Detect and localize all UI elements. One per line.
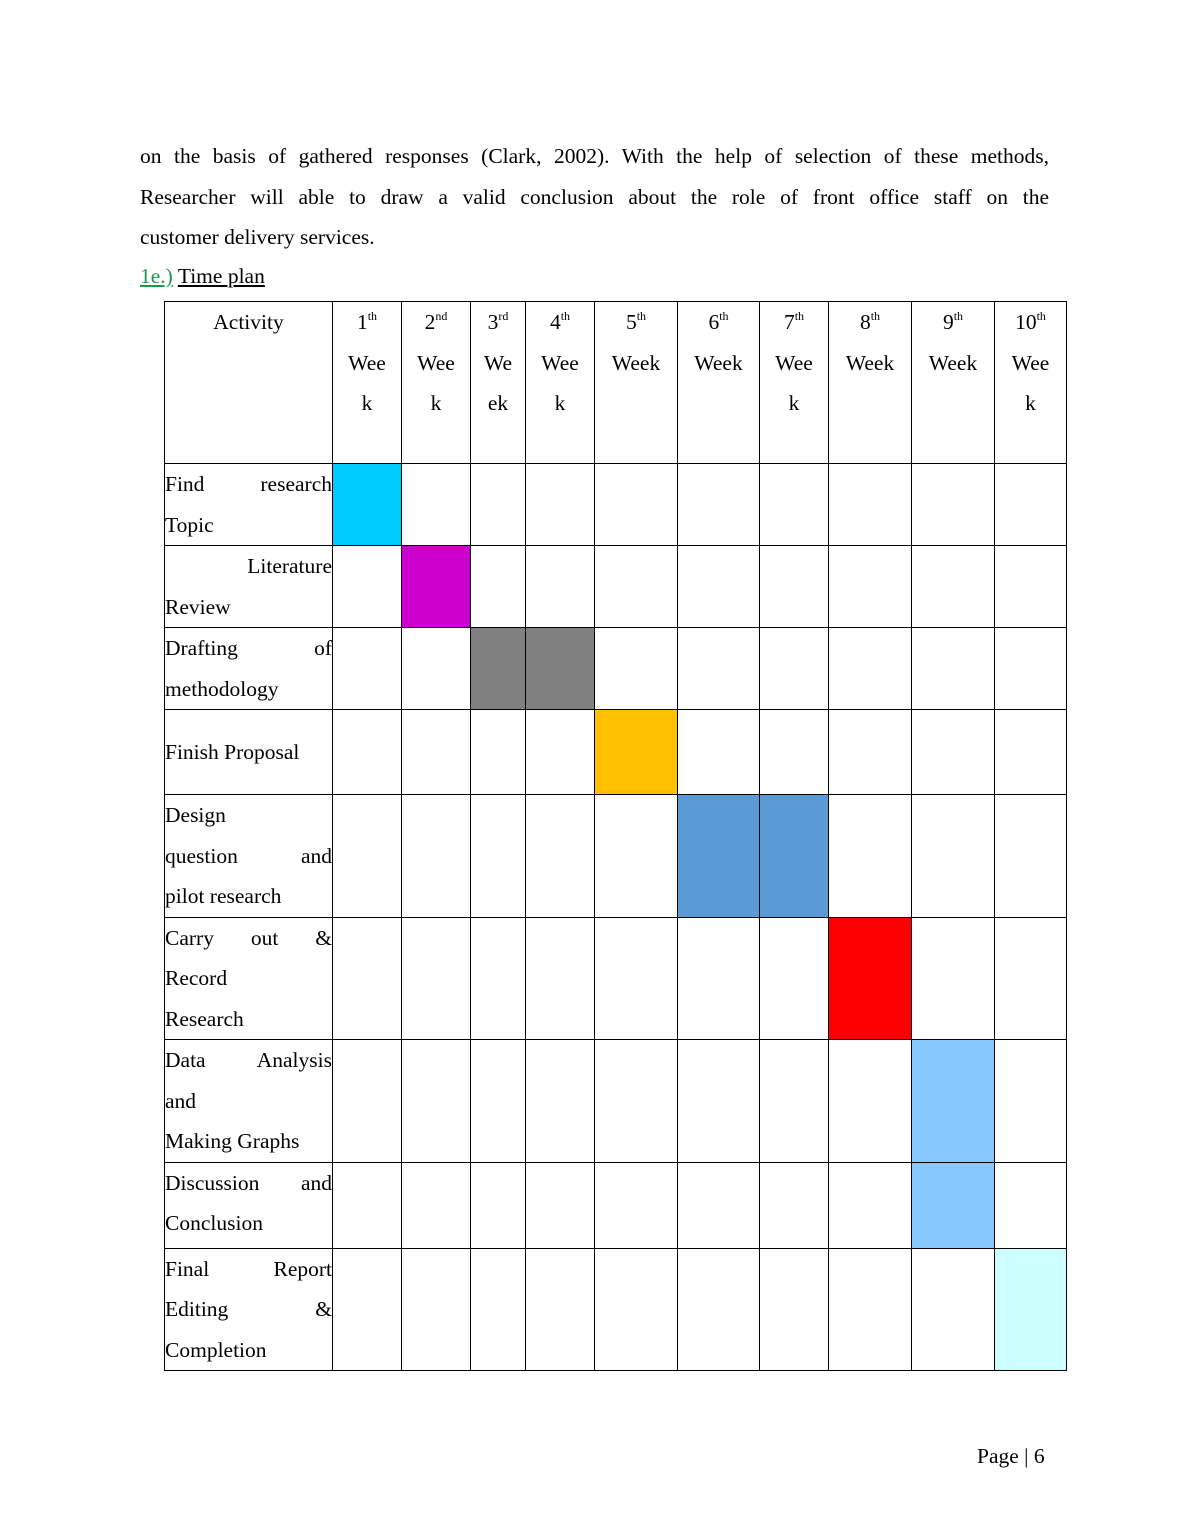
schedule-cell-filled	[995, 1248, 1067, 1371]
activity-label	[165, 628, 333, 710]
week-suffix: rd	[498, 309, 509, 323]
schedule-cell	[526, 1248, 595, 1371]
week-label: Wee	[1011, 350, 1050, 375]
schedule-cell	[678, 917, 760, 1040]
activity-label-line: Topic	[165, 512, 214, 537]
schedule-cell	[402, 917, 471, 1040]
week-label: Week	[928, 350, 978, 375]
activity-row	[165, 710, 1067, 795]
activity-label-line: Drafting of	[165, 636, 332, 660]
schedule-cell	[678, 628, 760, 710]
schedule-cell-filled	[526, 628, 595, 710]
activity-label	[165, 1248, 333, 1371]
activity-row	[165, 546, 1067, 628]
schedule-cell	[595, 795, 678, 918]
week-number	[829, 302, 911, 343]
schedule-cell-filled	[333, 464, 402, 546]
schedule-cell-filled	[678, 795, 760, 918]
schedule-cell	[829, 1040, 912, 1163]
schedule-cell	[471, 464, 526, 546]
week-num: 7	[783, 310, 795, 334]
week-label: We	[483, 350, 513, 375]
schedule-cell	[333, 710, 402, 795]
schedule-cell	[595, 1162, 678, 1248]
schedule-cell	[595, 1040, 678, 1163]
schedule-cell	[678, 546, 760, 628]
week-label: k	[430, 391, 442, 415]
week-number	[912, 302, 994, 343]
week-suffix: th	[870, 309, 881, 323]
week-header-3	[471, 302, 526, 464]
activity-row	[165, 464, 1067, 546]
week-num: 3	[487, 310, 499, 334]
schedule-cell-filled	[595, 710, 678, 795]
activity-label-line: Carry out &	[165, 925, 332, 950]
activity-label-line: Literature	[247, 554, 332, 578]
schedule-cell	[526, 1040, 595, 1163]
week-number	[760, 302, 828, 343]
schedule-cell	[760, 628, 829, 710]
schedule-cell	[402, 1040, 471, 1163]
activity-label-line: Review	[165, 594, 231, 619]
paragraph-line: Researcher will able to draw a valid conclusion about the role of front office staff on the	[140, 184, 1049, 209]
schedule-cell	[471, 917, 526, 1040]
schedule-cell	[760, 546, 829, 628]
schedule-cell	[912, 917, 995, 1040]
schedule-cell	[678, 710, 760, 795]
week-label: Wee	[541, 350, 579, 375]
schedule-cell	[402, 710, 471, 795]
schedule-cell	[333, 628, 402, 710]
schedule-cell-filled	[402, 546, 471, 628]
schedule-cell	[402, 464, 471, 546]
schedule-cell	[471, 710, 526, 795]
activity-row	[165, 917, 1067, 1040]
schedule-cell	[995, 710, 1067, 795]
activity-header: Activity	[165, 302, 333, 464]
week-num: 4	[549, 310, 561, 334]
header-row	[165, 302, 1067, 464]
schedule-cell	[995, 795, 1067, 918]
week-num: 2	[424, 310, 436, 334]
activity-label	[165, 795, 333, 918]
week-number	[595, 302, 677, 343]
activity-label-line: Data Analysis	[165, 1048, 332, 1072]
activity-label	[165, 917, 333, 1040]
section-number: 1e.)	[140, 264, 173, 288]
week-header-2	[402, 302, 471, 464]
activity-label-line: pilot research	[165, 884, 282, 908]
week-num: 5	[625, 310, 637, 334]
week-label: Wee	[348, 350, 386, 375]
week-suffix: th	[560, 309, 571, 323]
schedule-cell	[829, 464, 912, 546]
week-num: 8	[859, 310, 871, 334]
activity-label-line: Completion	[165, 1337, 267, 1362]
schedule-cell	[760, 917, 829, 1040]
schedule-cell	[995, 546, 1067, 628]
schedule-cell	[471, 1162, 526, 1248]
week-number	[471, 302, 525, 343]
schedule-cell	[912, 1248, 995, 1371]
week-header-8	[829, 302, 912, 464]
schedule-cell	[995, 464, 1067, 546]
week-number	[678, 302, 759, 343]
paragraph-line: on the basis of gathered responses (Clark, 2002). With the help of selection of these methods,	[140, 144, 1049, 168]
activity-label-line: Find research	[165, 472, 332, 496]
schedule-cell	[402, 628, 471, 710]
schedule-cell	[526, 546, 595, 628]
schedule-cell	[471, 1040, 526, 1163]
schedule-cell-filled	[912, 1040, 995, 1163]
page-number: Page | 6	[977, 1444, 1045, 1468]
schedule-cell	[829, 546, 912, 628]
schedule-cell-filled	[760, 795, 829, 918]
activity-label-line: Final Report	[165, 1256, 332, 1281]
schedule-cell	[471, 1248, 526, 1371]
schedule-cell	[678, 1248, 760, 1371]
schedule-cell	[829, 795, 912, 918]
week-suffix: th	[953, 309, 964, 323]
week-num: 6	[708, 310, 720, 334]
week-label: k	[788, 391, 800, 415]
schedule-cell	[333, 1162, 402, 1248]
activity-row	[165, 628, 1067, 710]
week-label: Week	[694, 350, 743, 375]
section-heading	[140, 256, 265, 296]
week-label: Wee	[775, 350, 813, 375]
week-header-6	[678, 302, 760, 464]
activity-label-line: Design	[165, 803, 226, 827]
schedule-cell	[760, 464, 829, 546]
schedule-cell	[829, 710, 912, 795]
schedule-cell-filled	[912, 1162, 995, 1248]
week-label: ek	[487, 391, 509, 415]
week-number	[402, 302, 470, 343]
activity-label	[165, 1040, 333, 1163]
schedule-cell	[333, 795, 402, 918]
paragraph-line: customer delivery services.	[140, 225, 375, 249]
schedule-cell	[995, 1162, 1067, 1248]
week-header-1	[333, 302, 402, 464]
schedule-cell	[402, 795, 471, 918]
schedule-cell	[526, 795, 595, 918]
week-label: k	[1025, 391, 1036, 415]
week-suffix: nd	[435, 309, 448, 323]
activity-label	[165, 710, 333, 795]
body-paragraph	[140, 136, 1049, 258]
week-label: Wee	[417, 350, 455, 375]
activity-label-line: Making Graphs	[165, 1129, 300, 1153]
week-number	[333, 302, 401, 343]
schedule-cell	[760, 1162, 829, 1248]
schedule-cell	[760, 1040, 829, 1163]
week-header-5	[595, 302, 678, 464]
week-number	[526, 302, 594, 343]
activity-row	[165, 795, 1067, 918]
schedule-cell	[912, 628, 995, 710]
schedule-cell	[333, 1040, 402, 1163]
activity-label-line: Finish Proposal	[165, 739, 300, 764]
schedule-cell	[678, 1162, 760, 1248]
activity-label-line: Discussion and	[165, 1170, 332, 1195]
activity-label	[165, 546, 333, 628]
schedule-cell	[471, 546, 526, 628]
week-header-4	[526, 302, 595, 464]
schedule-cell	[526, 464, 595, 546]
week-label: Week	[845, 350, 895, 375]
activity-label	[165, 1162, 333, 1248]
week-header-7	[760, 302, 829, 464]
week-label: k	[361, 391, 373, 415]
schedule-cell	[402, 1162, 471, 1248]
schedule-cell	[526, 710, 595, 795]
schedule-cell	[912, 710, 995, 795]
activity-row	[165, 1040, 1067, 1163]
schedule-cell	[471, 795, 526, 918]
week-num: 10	[1015, 310, 1037, 334]
schedule-cell	[333, 917, 402, 1040]
schedule-cell	[995, 628, 1067, 710]
activity-label-line: methodology	[165, 676, 279, 701]
schedule-cell	[829, 1248, 912, 1371]
week-suffix: th	[636, 309, 647, 323]
week-num: 1	[356, 310, 368, 334]
activity-label-line: Conclusion	[165, 1211, 263, 1235]
activity-label-line: question and	[165, 843, 332, 868]
activity-row	[165, 1162, 1067, 1248]
schedule-cell	[595, 464, 678, 546]
section-title: Time plan	[177, 264, 265, 288]
schedule-cell	[595, 917, 678, 1040]
schedule-cell	[526, 1162, 595, 1248]
schedule-cell	[678, 464, 760, 546]
schedule-cell-filled	[829, 917, 912, 1040]
schedule-cell	[760, 1248, 829, 1371]
week-header-10	[995, 302, 1067, 464]
schedule-cell	[912, 546, 995, 628]
week-header-9	[912, 302, 995, 464]
activity-label-line: Editing &	[165, 1297, 332, 1321]
week-num: 9	[942, 310, 954, 334]
week-label: k	[554, 391, 566, 415]
schedule-cell	[526, 917, 595, 1040]
schedule-cell	[333, 546, 402, 628]
schedule-cell	[760, 710, 829, 795]
schedule-cell	[912, 464, 995, 546]
schedule-cell	[402, 1248, 471, 1371]
activity-label-line: and	[165, 1088, 197, 1113]
schedule-cell	[595, 628, 678, 710]
activity-row	[165, 1248, 1067, 1371]
week-label: Week	[611, 350, 661, 375]
schedule-cell-filled	[471, 628, 526, 710]
schedule-cell	[333, 1248, 402, 1371]
time-plan-table	[164, 301, 1067, 1371]
schedule-cell	[829, 628, 912, 710]
schedule-cell	[595, 1248, 678, 1371]
week-suffix: th	[367, 309, 378, 323]
schedule-cell	[912, 795, 995, 918]
schedule-cell	[995, 917, 1067, 1040]
activity-label-line: Record	[165, 966, 228, 990]
schedule-cell	[595, 546, 678, 628]
week-suffix: th	[794, 309, 805, 323]
week-number	[995, 302, 1066, 343]
schedule-cell	[995, 1040, 1067, 1163]
week-suffix: th	[1036, 309, 1046, 323]
activity-label-line: Research	[165, 1006, 244, 1031]
schedule-cell	[678, 1040, 760, 1163]
schedule-cell	[829, 1162, 912, 1248]
plan-body	[165, 464, 1067, 1371]
week-suffix: th	[719, 309, 729, 323]
activity-label	[165, 464, 333, 546]
